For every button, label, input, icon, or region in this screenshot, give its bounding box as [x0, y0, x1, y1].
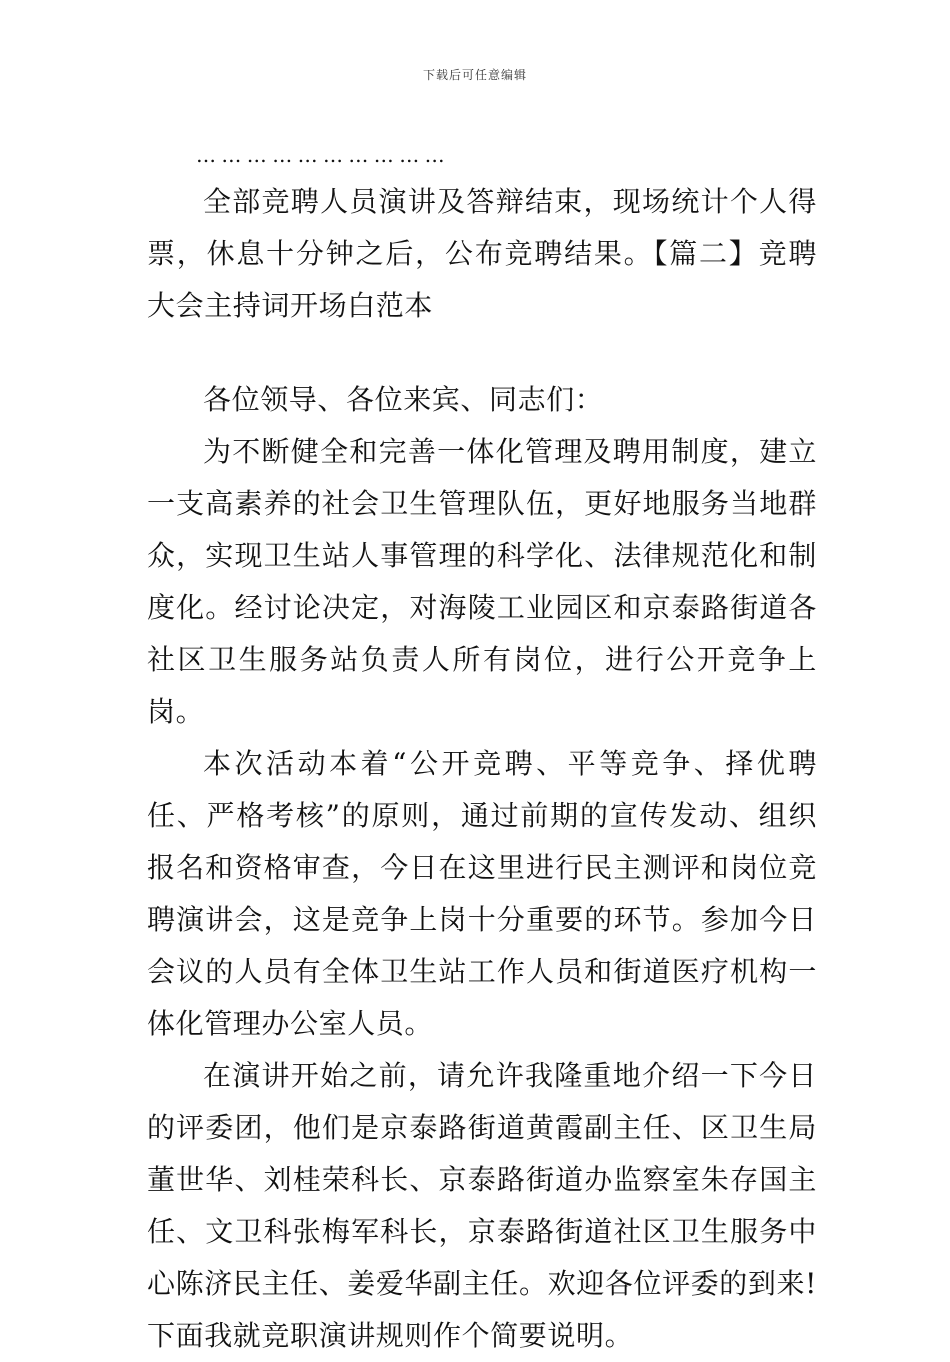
- dotted-separator: …………………………: [196, 143, 450, 167]
- paragraph-purpose: 为不断健全和完善一体化管理及聘用制度，建立一支高素养的社会卫生管理队伍，更好地服务当地群众，实现卫生站人事管理的科学化、法律规范化和制度化。经讨论决定，对海陵工业园区和京泰路街道各社区卫生服务站负责人所有岗位，进行公开竞争上岗。: [147, 435, 817, 728]
- text-block-speech: [147, 374, 817, 1362]
- paragraph-greeting: 各位领导、各位来宾、同志们：: [203, 383, 604, 416]
- paragraph-principles: 本次活动本着“公开竞聘、平等竞争、择优聘任、严格考核”的原则，通过前期的宣传发动、组织报名和资格审查，今日在这里进行民主测评和岗位竞聘演讲会，这是竞争上岗十分重要的环节。参加今日会议的人员有全体卫生站工作人员和街道医疗机构一体化管理办公室人员。: [147, 747, 817, 1040]
- page-header-note: 下载后可任意编辑: [422, 68, 527, 82]
- paragraph-results: 全部竞聘人员演讲及答辩结束，现场统计个人得票，休息十分钟之后，公布竞聘结果。【篇二】竞聘大会主持词开场白范本: [147, 185, 817, 322]
- text-block-results: [147, 176, 817, 332]
- paragraph-judges: 在演讲开始之前，请允许我隆重地介绍一下今日的评委团，他们是京泰路街道黄霞副主任、区卫生局董世华、刘桂荣科长、京泰路街道办监察室朱存国主任、文卫科张梅军科长，京泰路街道社区卫生服务中心陈济民主任、姜爱华副主任。欢迎各位评委的到来!下面我就竞职演讲规则作个简要说明。: [147, 1059, 817, 1352]
